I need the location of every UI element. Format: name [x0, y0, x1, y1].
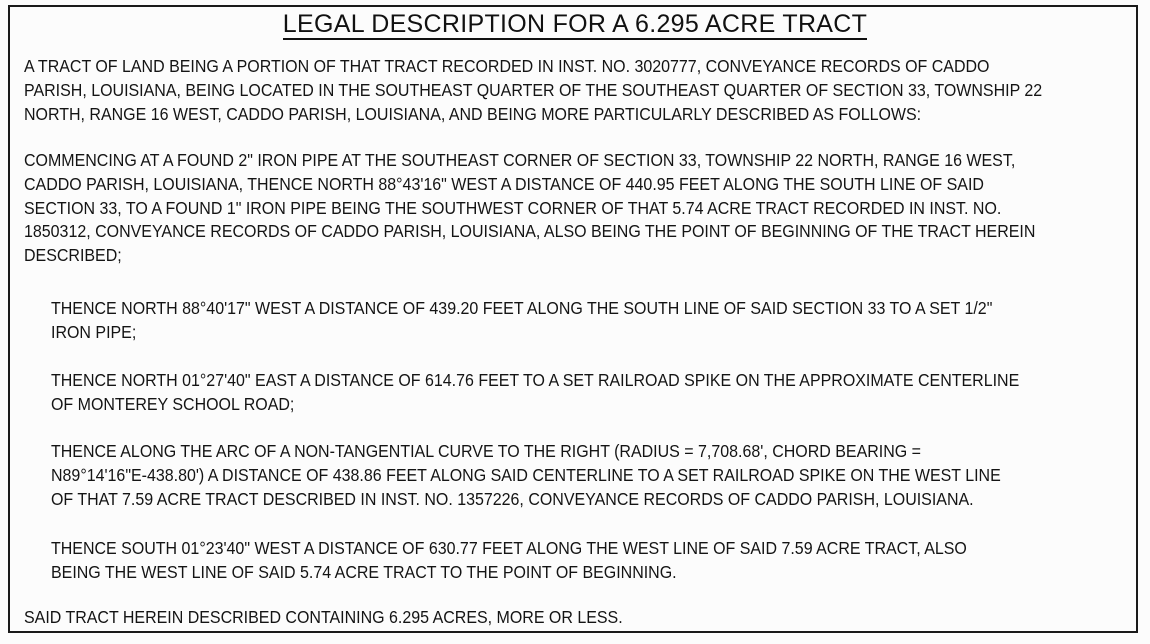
paragraph-call-north-east: THENCE NORTH 01°27'40" EAST A DISTANCE OF 614.76 FEET TO A SET RAILROAD SPIKE ON THE APPROXIMATE CENTERLINE OF MONTEREY SCHOOL ROAD; — [51, 370, 1020, 414]
paragraph-call-north-west: THENCE NORTH 88°40'17" WEST A DISTANCE OF 439.20 FEET ALONG THE SOUTH LINE OF SAID SECTION 33 TO A SET 1/2" IRON PIPE; — [51, 298, 993, 342]
paragraph-commencing: COMMENCING AT A FOUND 2" IRON PIPE AT THE SOUTHEAST CORNER OF SECTION 33, TOWNSHIP 22 NORTH, RANGE 16 WEST, CADDO PARISH, LOUISIANA, THENCE NORTH 88°43'16" WEST A DISTANCE OF 440.95 FEET ALONG THE SOUTH LINE OF SAID SECTION 33, TO A FOUND 1" IRON PIPE BEING THE SOUTHWEST CORNER OF THAT 5.74 ACRE TRACT RECORDED IN INST. NO. 1850312, CONVEYANCE RECORDS OF CADDO PARISH, LOUISIANA, ALSO BEING THE POINT OF BEGINNING OF THE TRACT HEREIN DESCRIBED; — [24, 150, 1036, 266]
paragraph-tract-intro: A TRACT OF LAND BEING A PORTION OF THAT TRACT RECORDED IN INST. NO. 3020777, CONVEYANCE RECORDS OF CADDO PARISH, LOUISIANA, BEING LOCATED IN THE SOUTHEAST QUARTER OF THE SOUTHEAST QUARTER OF SECTION 33, TOWNSHIP 22 NORTH, RANGE 16 WEST, CADDO PARISH, LOUISIANA, AND BEING MORE PARTICULARLY DESCRIBED AS FOLLOWS: — [24, 56, 1043, 124]
paragraph-call-south-west: THENCE SOUTH 01°23'40" WEST A DISTANCE OF 630.77 FEET ALONG THE WEST LINE OF SAID 7.59 ACRE TRACT, ALSO BEING THE WEST LINE OF SAID 5.74 ACRE TRACT TO THE POINT OF BEGINNING. — [51, 538, 967, 582]
paragraph-call-arc-curve: THENCE ALONG THE ARC OF A NON-TANGENTIAL CURVE TO THE RIGHT (RADIUS = 7,708.68', CHORD BEARING = N89°14'16"E-438.80') A DISTANCE OF 438.86 FEET ALONG SAID CENTERLINE TO A SET RAILROAD SPIKE ON THE WEST LINE OF THAT 7.59 ACRE TRACT DESCRIBED IN INST. NO. 1357226, CONVEYANCE RECORDS OF CADDO PARISH, LOUISIANA. — [51, 441, 1001, 509]
document-title — [0, 10, 1150, 39]
document-title-text: LEGAL DESCRIPTION FOR A 6.295 ACRE TRACT — [282, 10, 868, 38]
paragraph-acreage-summary: SAID TRACT HEREIN DESCRIBED CONTAINING 6.295 ACRES, MORE OR LESS. — [24, 607, 623, 627]
